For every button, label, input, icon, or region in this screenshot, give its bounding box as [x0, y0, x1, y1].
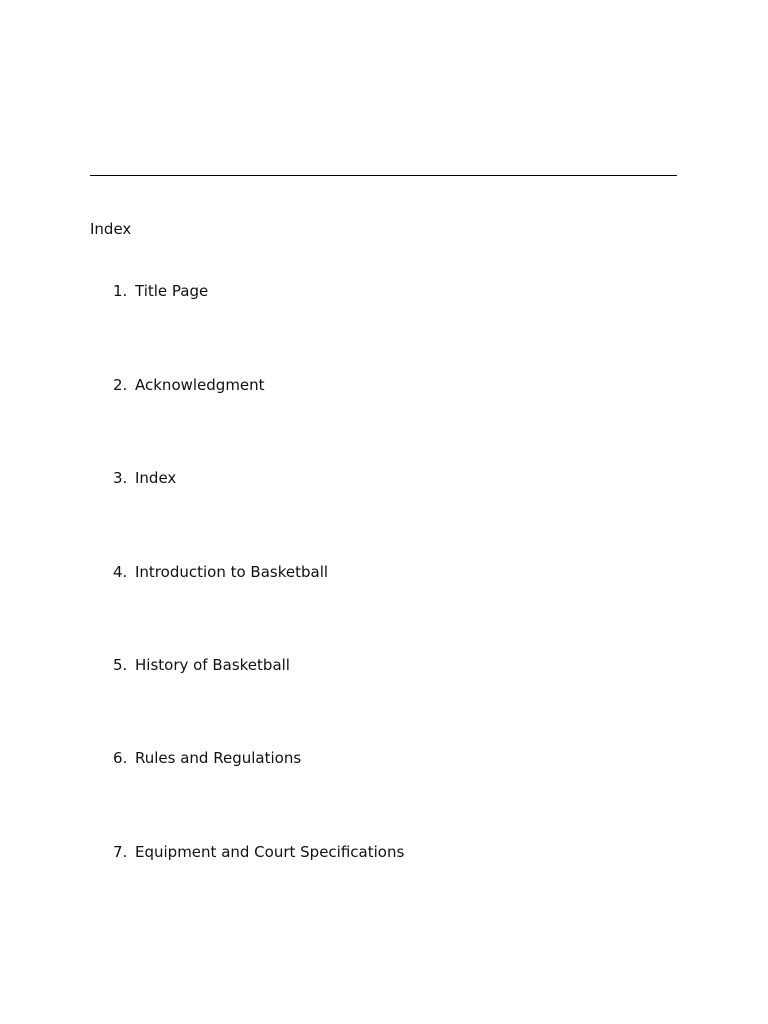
index-item-number: 7.: [113, 843, 128, 861]
index-item-text: Title Page: [135, 282, 209, 300]
index-item-text: Index: [135, 469, 177, 487]
index-item-number: 3.: [113, 469, 128, 487]
index-item-text: Acknowledgment: [135, 376, 265, 394]
index-item-rules: [113, 748, 301, 768]
index-item-text: Equipment and Court Specifications: [135, 843, 405, 861]
index-item-introduction: [113, 562, 328, 582]
index-item-text: History of Basketball: [135, 656, 290, 674]
index-item-text: Rules and Regulations: [135, 749, 302, 767]
index-item-number: 2.: [113, 376, 128, 394]
index-item-number: 4.: [113, 563, 128, 581]
index-item-acknowledgment: [113, 375, 265, 395]
index-item-title-page: [113, 281, 208, 301]
index-item-equipment: [113, 842, 404, 862]
index-item-text: Introduction to Basketball: [135, 563, 329, 581]
index-item-history: [113, 655, 290, 675]
index-item-number: 5.: [113, 656, 128, 674]
index-heading: Index: [90, 220, 132, 238]
horizontal-rule: [90, 175, 677, 176]
index-item-index: [113, 468, 176, 488]
index-item-number: 6.: [113, 749, 128, 767]
index-item-number: 1.: [113, 282, 128, 300]
